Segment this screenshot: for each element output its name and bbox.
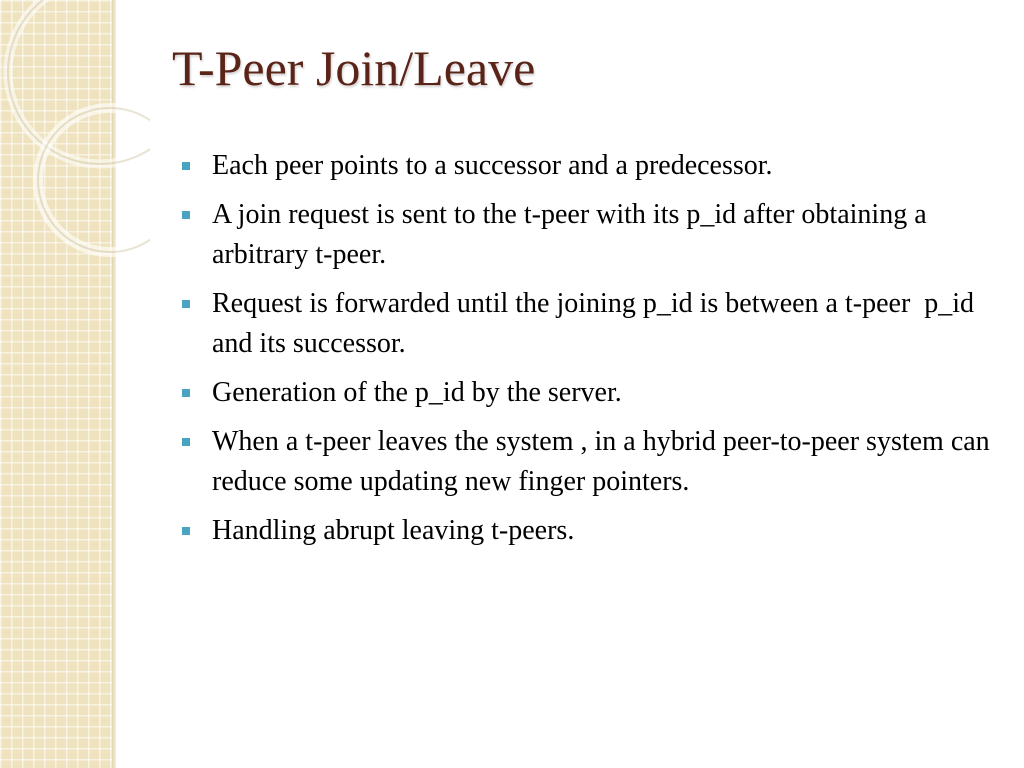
bullet-text: Request is forwarded until the joining p_id is between a t-peer p_id and its successor. (212, 288, 982, 359)
bullet-text: Each peer points to a successor and a predecessor. (212, 150, 773, 181)
list-item (182, 146, 992, 186)
bullet-text: Generation of the p_id by the server. (212, 377, 622, 408)
list-item (182, 422, 997, 502)
slide-title: T-Peer Join/Leave (172, 40, 536, 96)
ring-decoration (0, 0, 150, 260)
bullet-text: When a t-peer leaves the system , in a hybrid peer-to-peer system can reduce some updating new finger pointers. (212, 426, 997, 497)
square-bullet-icon (182, 211, 190, 219)
list-item (182, 511, 992, 551)
list-item (182, 373, 992, 413)
square-bullet-icon (182, 438, 190, 446)
square-bullet-icon (182, 300, 190, 308)
square-bullet-icon (182, 162, 190, 170)
square-bullet-icon (182, 389, 190, 397)
bullet-text: A join request is sent to the t-peer with its p_id after obtaining a arbitrary t-peer. (212, 199, 934, 270)
square-bullet-icon (182, 527, 190, 535)
list-item (182, 284, 992, 364)
bullet-list (182, 146, 997, 560)
list-item (182, 195, 992, 275)
bullet-text: Handling abrupt leaving t-peers. (212, 515, 575, 546)
